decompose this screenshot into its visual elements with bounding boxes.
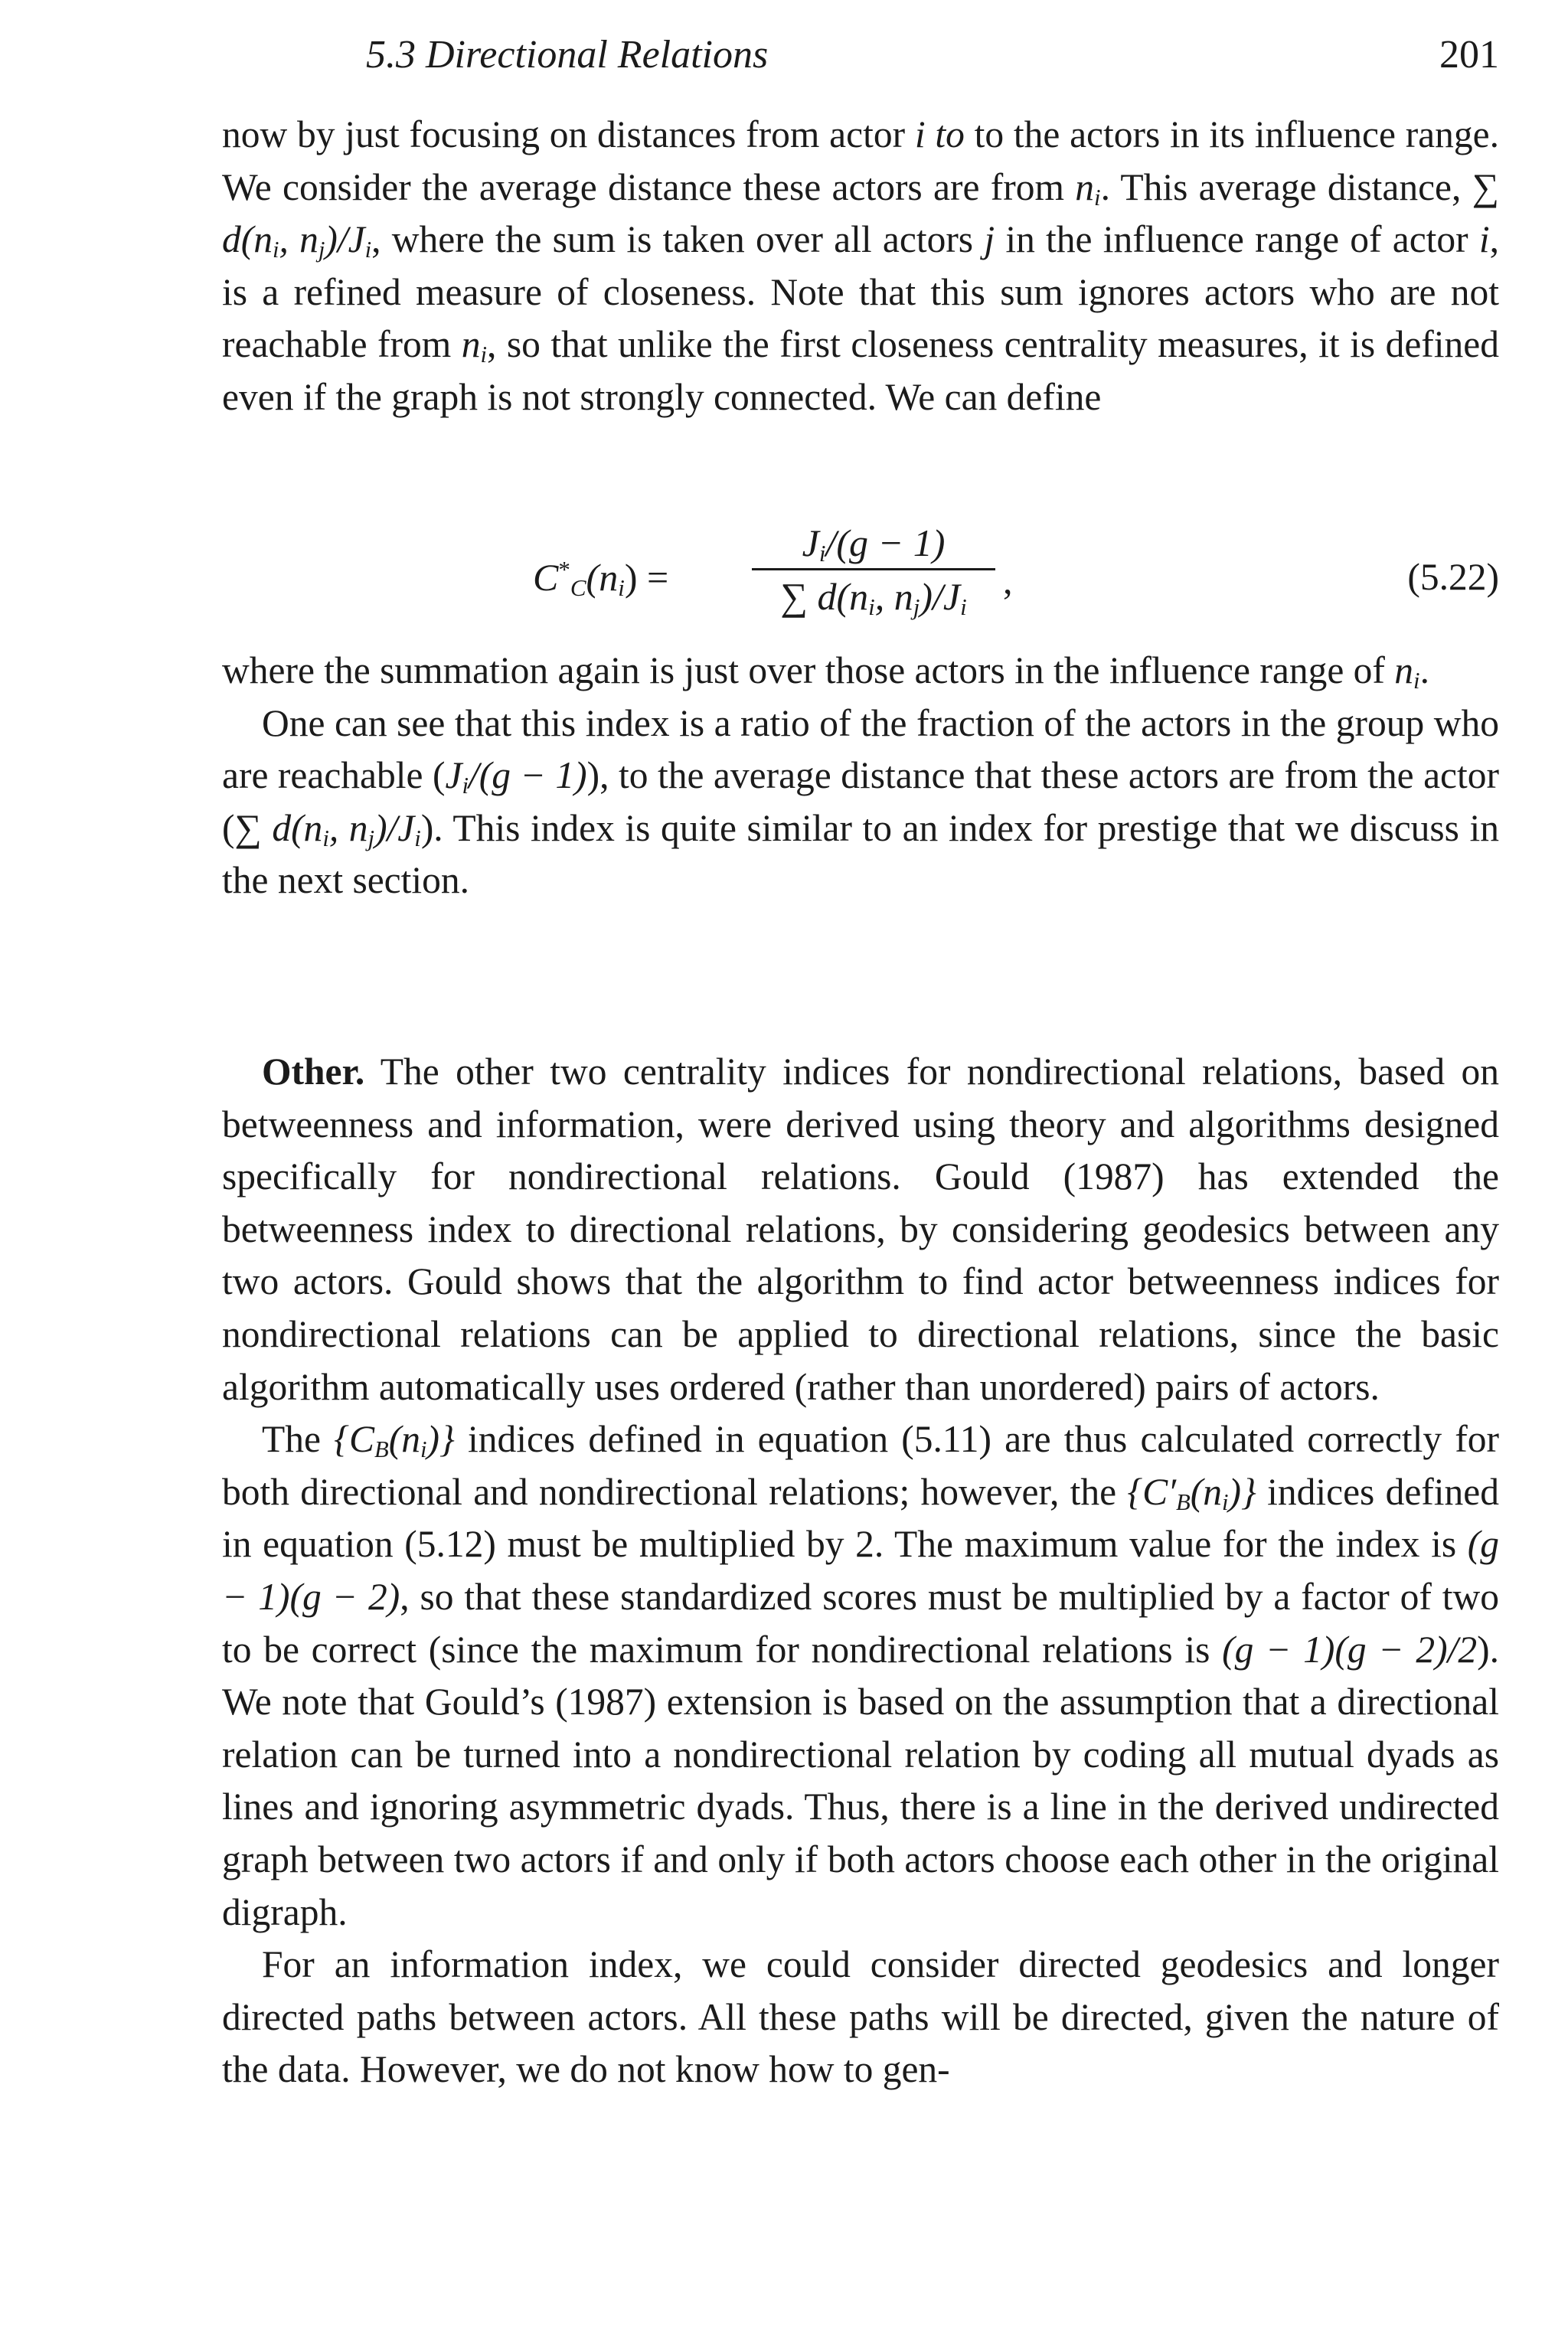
paragraph-ratio: One can see that this index is a ratio of the fraction of the actors in the group who are reachable $(J_i/(g - 1))$, to the average distance that these actors are from the actor (∑ $d(n_i$, $n_j)/J_i$). This index is quite similar to an index for prestige that we discuss in the next section. [222, 701, 1500, 902]
equation-comma: , [1003, 559, 1013, 602]
sum-expression: ∑ $d(n_i$, $n_j)/J_i$ [222, 165, 1500, 263]
paragraph-other: Other. The other two centrality indices for nondirectional relations, based on betweenness and information, were derived using theory and algorithms designed specifically for nondirectional relations. Gould (1987) has extended the betweenness index to directional relations, by considering geodesics between any two actors. Gould shows that the algorithm to find actor betweenness indices for nondirectional relations can be applied to directional relations, since the basic algorithm automatically uses ordered (rather than unordered) pairs of actors. [222, 1050, 1499, 1408]
paragraph-betweenness: The $\{C_B(n_i)\}$ indices defined in equation (5.11) are thus calculated correctly for both directional and nondirectional relations; however, the $\{C'_B(n_i)\}$ indices defined in equation (5.12) must be multiplied by 2. The maximum value for the index is (g − 1)(g − 2), so that these standardized scores must be multiplied by a factor of two to be correct (since the maximum for nondirectional relations is (g − 1)(g − 2)/2). We note that Gould’s (1987) extension is based on the assumption that a directional relation can be turned into a nondirectional relation by coding all mutual dyads as lines and ignoring asymmetric dyads. Thus, there is a line in the derived undirected graph between two actors if and only if both actors choose each other in the original digraph. [222, 1418, 1500, 1933]
equation-number: (5.22) [1407, 556, 1499, 598]
paragraph-information-index: For an information index, we could consider directed geodesics and longer directed paths between actors. All these paths will be directed, given the nature of the data. However, we do not know how to gen- [222, 1943, 1499, 2091]
fraction-numerator: $J_i/(g - 1)$ [802, 521, 946, 567]
text-block-top [222, 109, 1499, 424]
running-head [366, 26, 1499, 84]
section-title: 5.3 Directional Relations [366, 33, 769, 77]
text-block-middle [222, 645, 1499, 907]
paragraph-closeness-refined: now by just focusing on distances from actor i to to the actors in its influence range. We consider the average distance these actors are from $n_i$. This average distance, ∑ $d(n_i$, $n_j)/J_i$, where the sum is taken over all actors j in the influence range of actor i, is a refined measure of closeness. Note that this sum ignores actors who are not reachable from $n_i$, so that unlike the first closeness centrality measures, it is defined even if the graph is not strongly connected. We can define [222, 113, 1500, 418]
text-block-bottom [222, 1046, 1499, 2096]
equation-fraction [747, 521, 1000, 619]
page-number: 201 [1439, 33, 1499, 77]
paragraph-summation-note: where the summation again is just over those actors in the influence range of $n_i$. [222, 649, 1429, 694]
equation-lhs: $C^*_C(n_i)$ = [533, 555, 669, 601]
equation-5-22 [222, 521, 1499, 643]
fraction-denominator: ∑ $d(n_i$, $n_j)/J_i$ [780, 575, 967, 620]
run-in-heading: Other. [262, 1050, 365, 1093]
